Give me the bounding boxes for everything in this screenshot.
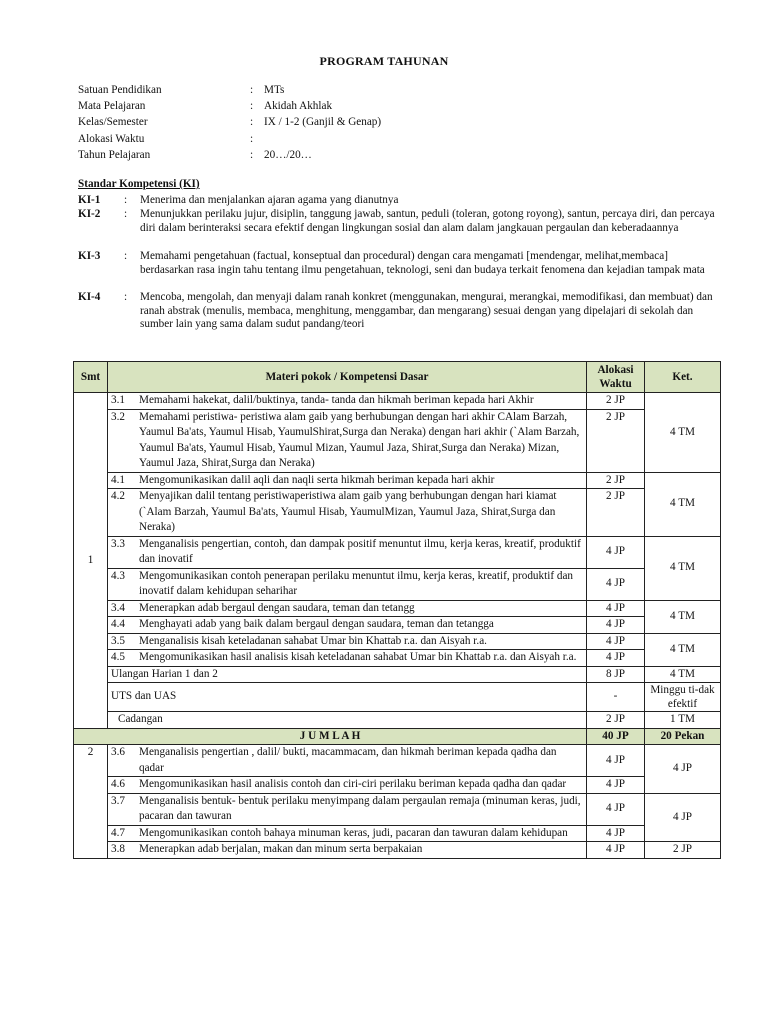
kd-number: 4.3 xyxy=(111,569,125,582)
kd-text: Mengomunikasikan hasil analisis contoh dan ciri-ciri perilaku beriman kepada qadha dan qadar xyxy=(139,778,567,790)
cadangan-label: Cadangan xyxy=(108,712,587,729)
kd-cell xyxy=(108,633,587,650)
kd-cell xyxy=(108,745,587,777)
kd-number: 4.4 xyxy=(111,618,125,630)
kd-cell xyxy=(108,393,587,410)
jp-cell: 4 JP xyxy=(587,825,645,842)
kd-text: Menganalisis pengertian , dalil/ bukti, macammacam, dan hikmah beriman kepada qadha dan qadar xyxy=(139,746,557,774)
ket-cell: 4 TM xyxy=(645,393,721,473)
kd-cell xyxy=(108,472,587,489)
table-row xyxy=(74,825,721,842)
kd-text: Menganalisis pengertian, contoh, dan dampak positif menuntut ilmu, kerja keras, kreatif, produktif dan inovatif xyxy=(139,537,581,565)
kd-number: 3.2 xyxy=(111,410,125,423)
table-row xyxy=(74,568,721,600)
ulangan-label: Ulangan Harian 1 dan 2 xyxy=(108,666,587,683)
kd-number: 3.4 xyxy=(111,601,125,614)
kd-number: 3.3 xyxy=(111,537,125,550)
jumlah-jp: 40 JP xyxy=(587,728,645,745)
kd-text: Mengomunikasikan contoh bahaya minuman keras, judi, pacaran dan tawuran dalam kehidupan xyxy=(139,826,568,839)
table-row xyxy=(74,842,721,859)
kd-cell xyxy=(108,489,587,537)
ki-heading: Standar Kompetensi (KI) xyxy=(78,178,200,190)
ki-text: Menunjukkan perilaku jujur, disiplin, tanggung jawab, santun, peduli (toleran, gotong royong), santun, percaya diri, dan percaya diri dalam berinteraksi secara efektif dengan lingkungan sosial dan alam dalam jangkauan pergaulan dan keberadaannya xyxy=(140,208,715,234)
table-row xyxy=(74,666,721,683)
kd-cell xyxy=(108,650,587,667)
ket-cell: 4 TM xyxy=(645,633,721,666)
meta-label: Kelas/Semester xyxy=(78,116,148,129)
jp-cell: 4 JP xyxy=(587,536,645,568)
kd-text: Memahami peristiwa- peristiwa alam gaib yang berhubungan dengan hari akhir CAlam Barzah, Yaumul Ba'ats, Yaumul Hisab, YaumulShirat,Surga dan Neraka) dengan hari akhir (`Alam Barzah, Yaumul Ba'ats, Yaumul Hisab, Yaumul Mizan, Yaumul Jaza, Shirat,Surga dan Neraka) Mizan, Yaumul Jaza, Shirat,Surga dan Neraka) xyxy=(139,410,580,469)
ki-code: KI-3 xyxy=(78,250,101,262)
kd-number: 4.2 xyxy=(111,490,125,502)
table-row xyxy=(74,712,721,729)
kd-cell xyxy=(108,409,587,472)
metadata-block xyxy=(78,82,381,163)
table-row xyxy=(74,793,721,825)
kd-text: Menghayati adab yang baik dalam bergaul dengan saudara, teman dan tetangga xyxy=(139,618,494,630)
ket-cell: 4 TM xyxy=(645,666,721,683)
kd-text: Menganalisis bentuk- bentuk perilaku menyimpang dalam pergaulan remaja (minuman keras, judi, pacaran dan tawuran xyxy=(139,794,581,822)
ki-text: Memahami pengetahuan (factual, konseptual dan procedural) dengan cara mengamati [mendengar, melihat,membaca] berdasarkan rasa ingin tahu tentang ilmu pengetahuan, teknologi, seni dan budaya terkait fenomena dan kejadian tampak mata xyxy=(140,250,705,276)
kd-number: 4.7 xyxy=(111,826,125,839)
kd-text: Mengomunikasikan contoh penerapan perilaku menuntut ilmu, kerja keras, kreatif, produktif dan inovatif dalam kehidupan seharihar xyxy=(139,569,574,597)
jp-cell: 2 JP xyxy=(587,712,645,729)
kd-cell xyxy=(108,842,587,859)
jp-cell: 4 JP xyxy=(587,777,645,794)
meta-row: Satuan Pendidikan : MTs xyxy=(78,84,285,96)
jumlah-ket: 20 Pekan xyxy=(645,728,721,745)
ki-code: KI-4 xyxy=(78,291,101,303)
ki-item: KI-3 : Memahami pengetahuan (factual, konseptual dan procedural) dengan cara mengamati [mendengar, melihat,membaca] berdasarkan rasa ingin tahu tentang ilmu pengetahuan, teknologi, seni dan budaya terkait fenomena dan kejadian tampak mata xyxy=(78,250,718,277)
kd-cell xyxy=(108,536,587,568)
meta-value: Akidah Akhlak xyxy=(264,100,333,113)
jp-cell: 4 JP xyxy=(587,600,645,617)
jp-cell: 2 JP xyxy=(587,409,645,472)
jp-cell: 4 JP xyxy=(587,650,645,667)
table-row xyxy=(74,409,721,472)
ket-cell: 1 TM xyxy=(645,712,721,729)
semester-cell: 2 xyxy=(74,745,108,859)
table-row xyxy=(74,472,721,489)
table-header-row xyxy=(74,362,721,393)
kd-number: 4.5 xyxy=(111,651,125,663)
meta-label: Tahun Pelajaran xyxy=(78,148,151,161)
kd-number: 3.5 xyxy=(111,634,125,647)
kd-text: Menyajikan dalil tentang peristiwaperistiwa alam gaib yang berhubungan dengan hari kiamat (`Alam Barzah, Yaumul Ba'ats, Yaumul Hisab, YaumulMizan, Yaumul Jaza, Shirat,Surga dan Neraka) xyxy=(139,490,557,533)
ket-cell: 4 JP xyxy=(645,745,721,794)
kd-text: Mengomunikasikan hasil analisis kisah keteladanan sahabat Umar bin Khattab r.a. dan Aisyah r.a. xyxy=(139,651,577,663)
table-row xyxy=(74,489,721,537)
jp-cell: 2 JP xyxy=(587,393,645,410)
jp-cell: 4 JP xyxy=(587,745,645,777)
ket-cell: 4 TM xyxy=(645,472,721,536)
jp-cell: 2 JP xyxy=(587,489,645,537)
kd-cell xyxy=(108,793,587,825)
header-materi: Materi pokok / Kompetensi Dasar xyxy=(108,362,587,393)
kd-cell xyxy=(108,600,587,617)
kd-cell xyxy=(108,777,587,794)
ket-cell: 4 TM xyxy=(645,600,721,633)
kd-cell xyxy=(108,825,587,842)
program-table xyxy=(73,361,721,859)
meta-row: Mata Pelajaran : Akidah Akhlak xyxy=(78,100,333,113)
ki-item: KI-2 : Menunjukkan perilaku jujur, disiplin, tanggung jawab, santun, peduli (toleran, gotong royong), santun, percaya diri, dan percaya diri dalam berinteraksi secara efektif dengan lingkungan sosial dan alam dalam jangkauan pergaulan dan keberadaannya xyxy=(78,208,718,235)
table-row xyxy=(74,777,721,794)
kd-number: 3.6 xyxy=(111,746,125,758)
semester-cell: 1 xyxy=(74,393,108,729)
jp-cell: 4 JP xyxy=(587,842,645,859)
table-row xyxy=(74,617,721,634)
kd-text: Menganalisis kisah keteladanan sahabat Umar bin Khattab r.a. dan Aisyah r.a. xyxy=(139,634,487,647)
jp-cell: 4 JP xyxy=(587,568,645,600)
ki-code: KI-1 xyxy=(78,194,101,206)
table-row xyxy=(74,633,721,650)
page-title: PROGRAM TAHUNAN xyxy=(319,54,449,68)
uts-label: UTS dan UAS xyxy=(108,683,587,712)
kd-text: Mengomunikasikan dalil aqli dan naqli serta hikmah beriman kepada hari akhir xyxy=(139,473,495,486)
meta-label: Mata Pelajaran xyxy=(78,100,146,113)
kd-number: 3.8 xyxy=(111,843,125,855)
kd-text: Menerapkan adab berjalan, makan dan minum serta berpakaian xyxy=(139,843,423,855)
kd-text: Menerapkan adab bergaul dengan saudara, teman dan tetangg xyxy=(139,601,415,614)
ki-text: Mencoba, mengolah, dan menyaji dalam ranah konkret (menggunakan, mengurai, merangkai, memodifikasi, dan membuat) dan ranah abstrak (menulis, membaca, menghitung, menggambar, dan mengarang) sesuai dengan yang dipelajari di sekolah dan sumber lain yang sama dalam sudut pandang/teori xyxy=(140,291,713,331)
kd-number: 4.6 xyxy=(111,778,125,790)
ki-text: Menerima dan menjalankan ajaran agama yang dianutnya xyxy=(140,194,399,206)
kd-cell xyxy=(108,568,587,600)
kd-text: Memahami hakekat, dalil/buktinya, tanda- tanda dan hikmah beriman kepada hari Akhir xyxy=(139,394,534,406)
table-row xyxy=(74,650,721,667)
table-row xyxy=(74,683,721,712)
kd-number: 3.7 xyxy=(111,794,125,807)
ki-item: KI-1 : Menerima dan menjalankan ajaran agama yang dianutnya xyxy=(78,194,718,208)
meta-label: Alokasi Waktu xyxy=(78,132,145,145)
jumlah-row xyxy=(74,728,721,745)
kd-number: 3.1 xyxy=(111,394,125,406)
ket-cell: 2 JP xyxy=(645,842,721,859)
meta-value: 20…/20… xyxy=(264,148,312,161)
jp-cell: 4 JP xyxy=(587,633,645,650)
table-row xyxy=(74,600,721,617)
jp-cell: 4 JP xyxy=(587,793,645,825)
kd-number: 4.1 xyxy=(111,473,125,486)
table-row xyxy=(74,536,721,568)
meta-value: MTs xyxy=(264,84,285,96)
jp-cell: 4 JP xyxy=(587,617,645,634)
ki-item: KI-4 : Mencoba, mengolah, dan menyaji dalam ranah konkret (menggunakan, mengurai, merangkai, memodifikasi, dan membuat) dan ranah abstrak (menulis, membaca, menghitung, menggambar, dan mengarang) sesuai dengan yang dipelajari di sekolah dan sumber lain yang sama dalam sudut pandang/teori xyxy=(78,291,718,332)
meta-value: IX / 1-2 (Ganjil & Genap) xyxy=(264,116,382,129)
header-ket: Ket. xyxy=(645,362,721,393)
table-row xyxy=(74,393,721,410)
header-alokasi: Alokasi Waktu xyxy=(587,362,645,393)
jp-cell: - xyxy=(587,683,645,712)
meta-row: Alokasi Waktu : xyxy=(78,132,254,145)
ket-cell: 4 TM xyxy=(645,536,721,600)
jumlah-label: J U M L A H xyxy=(74,728,587,745)
meta-row: Tahun Pelajaran : 20…/20… xyxy=(78,148,312,161)
table-row xyxy=(74,745,721,777)
header-smt: Smt xyxy=(74,362,108,393)
kd-cell xyxy=(108,617,587,634)
meta-label: Satuan Pendidikan xyxy=(78,84,162,96)
ket-cell: 4 JP xyxy=(645,793,721,842)
meta-row: Kelas/Semester : IX / 1-2 (Ganjil & Genap) xyxy=(78,116,382,129)
jp-cell: 8 JP xyxy=(587,666,645,683)
ket-cell: Minggu ti-dak efektif xyxy=(645,683,721,712)
jp-cell: 2 JP xyxy=(587,472,645,489)
ki-code: KI-2 xyxy=(78,208,101,220)
